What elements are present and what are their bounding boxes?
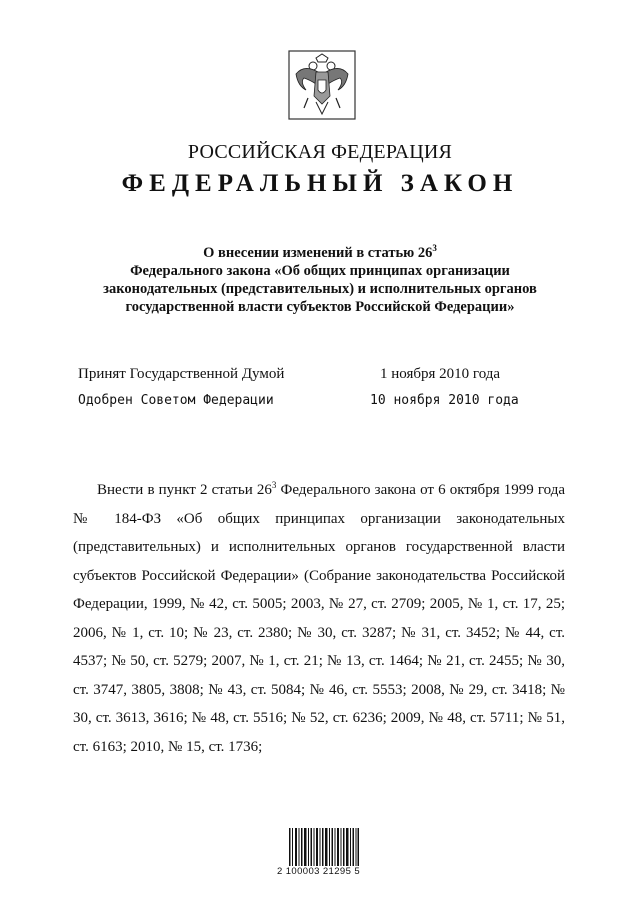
council-date: 10 ноября 2010 года [370,393,519,408]
document-type: ФЕДЕРАЛЬНЫЙ ЗАКОН [121,170,519,197]
law-body-text [73,476,565,761]
title-line-3: законодательных (представительных) и исполнительных органов [103,281,537,297]
duma-date: 1 ноября 2010 года [380,366,501,382]
title-line-2: Федерального закона «Об общих принципах организации [130,263,510,279]
country-name: РОССИЙСКАЯ ФЕДЕРАЦИЯ [187,141,453,163]
council-label: Одобрен Советом Федерации [78,393,274,408]
title-line-4: государственной власти субъектов Российской Федерации» [125,299,515,315]
title-superscript: 3 [432,243,437,254]
body-superscript: 3 [271,480,277,490]
title-line-1: О внесении изменений в статью $26^3$ [203,243,437,261]
coat-of-arms-emblem [288,50,356,120]
barcode-number: 2 100003 21295 5 [277,866,361,877]
barcode-graphic [289,826,359,866]
law-title [60,244,580,316]
duma-label: Принят Государственной Думой [78,366,285,382]
body-paragraph: Внести в пункт 2 статьи $26^3$ Федерального закона от 6 октября 1999 года № 184-ФЗ «Об общих принципах организации законодательных (представительных) и исполнительных органов государственной власти субъектов Российской Федерации» (Собрание законодательства Российской Федерации, 1999, № 42, ст. 5005; 2003, № 27, ст. 2709; 2005, № 1, ст. 17, 25; 2006, № 1, ст. 10; № 23, ст. 2380; № 30, ст. 3287; № 31, ст. 3452; № 44, ст. 4537; № 50, ст. 5279; 2007, № 1, ст. 21; № 13, ст. 1464; № 21, ст. 2455; № 30, ст. 3747, 3805, 3808; № 43, ст. 5084; № 46, ст. 5553; 2008, № 29, ст. 3418; № 30, ст. 3613, 3616; № 48, ст. 5516; № 52, ст. 6236; 2009, № 48, ст. 5711; № 51, ст. 6163; 2010, № 15, ст. 1736; [73,480,565,755]
